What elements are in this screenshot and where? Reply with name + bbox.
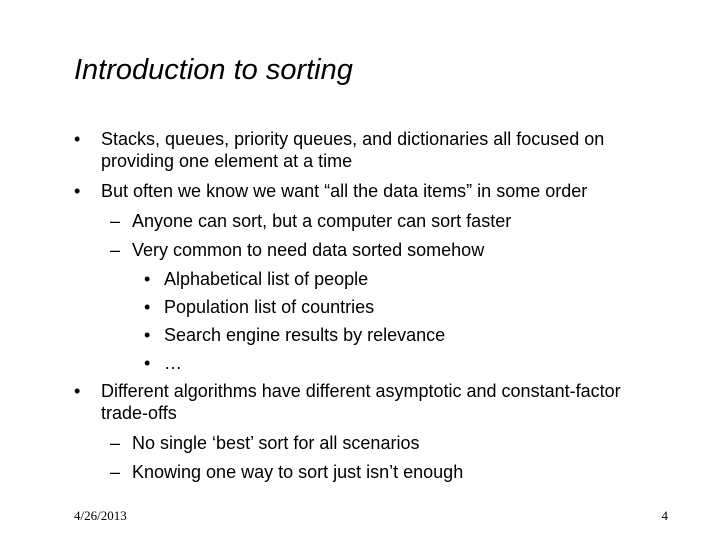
bullet-item [0,180,661,202]
sub-bullet-item [0,432,720,454]
sub-bullet-text: No single ‘best’ sort for all scenarios [132,433,420,453]
dash-marker: – [110,462,121,482]
sub-sub-bullet-text: Search engine results by relevance [164,325,446,345]
footer-date: 4/26/2013 [74,508,127,523]
bullet-text: But often we know we want “all the data items” in some order [101,181,588,201]
bullet-marker: • [144,297,151,317]
page-number: 4 [661,508,668,523]
dash-marker: – [110,211,121,231]
bullet-item [0,380,661,424]
sub-sub-bullet-text: … [164,353,182,373]
sub-bullet-text: Anyone can sort, but a computer can sort faster [132,211,512,231]
sub-sub-bullet-text: Alphabetical list of people [164,269,369,289]
sub-bullet-text: Knowing one way to sort just isn’t enough [132,462,464,482]
bullet-text: Stacks, queues, priority queues, and dictionaries all focused on providing one element at a time [101,129,605,171]
sub-bullet-item [0,461,720,483]
sub-sub-bullet-item [0,296,720,318]
dash-marker: – [110,240,121,260]
sub-bullet-text: Very common to need data sorted somehow [132,240,485,260]
sub-sub-bullet-item [0,324,720,346]
sub-sub-bullet-item [0,268,720,290]
bullet-marker: • [144,353,151,373]
bullet-item [0,128,661,172]
bullet-marker: • [74,381,81,401]
bullet-marker: • [74,129,81,149]
sub-bullet-item [0,210,720,232]
slide-title: Introduction to sorting [74,54,353,86]
sub-bullet-item [0,239,720,261]
bullet-marker: • [144,269,151,289]
sub-sub-bullet-item [0,352,720,374]
bullet-list [0,128,720,490]
dash-marker: – [110,433,121,453]
bullet-text: Different algorithms have different asymptotic and constant-factor trade-offs [101,381,621,423]
sub-sub-bullet-text: Population list of countries [164,297,375,317]
bullet-marker: • [144,325,151,345]
bullet-marker: • [74,181,81,201]
